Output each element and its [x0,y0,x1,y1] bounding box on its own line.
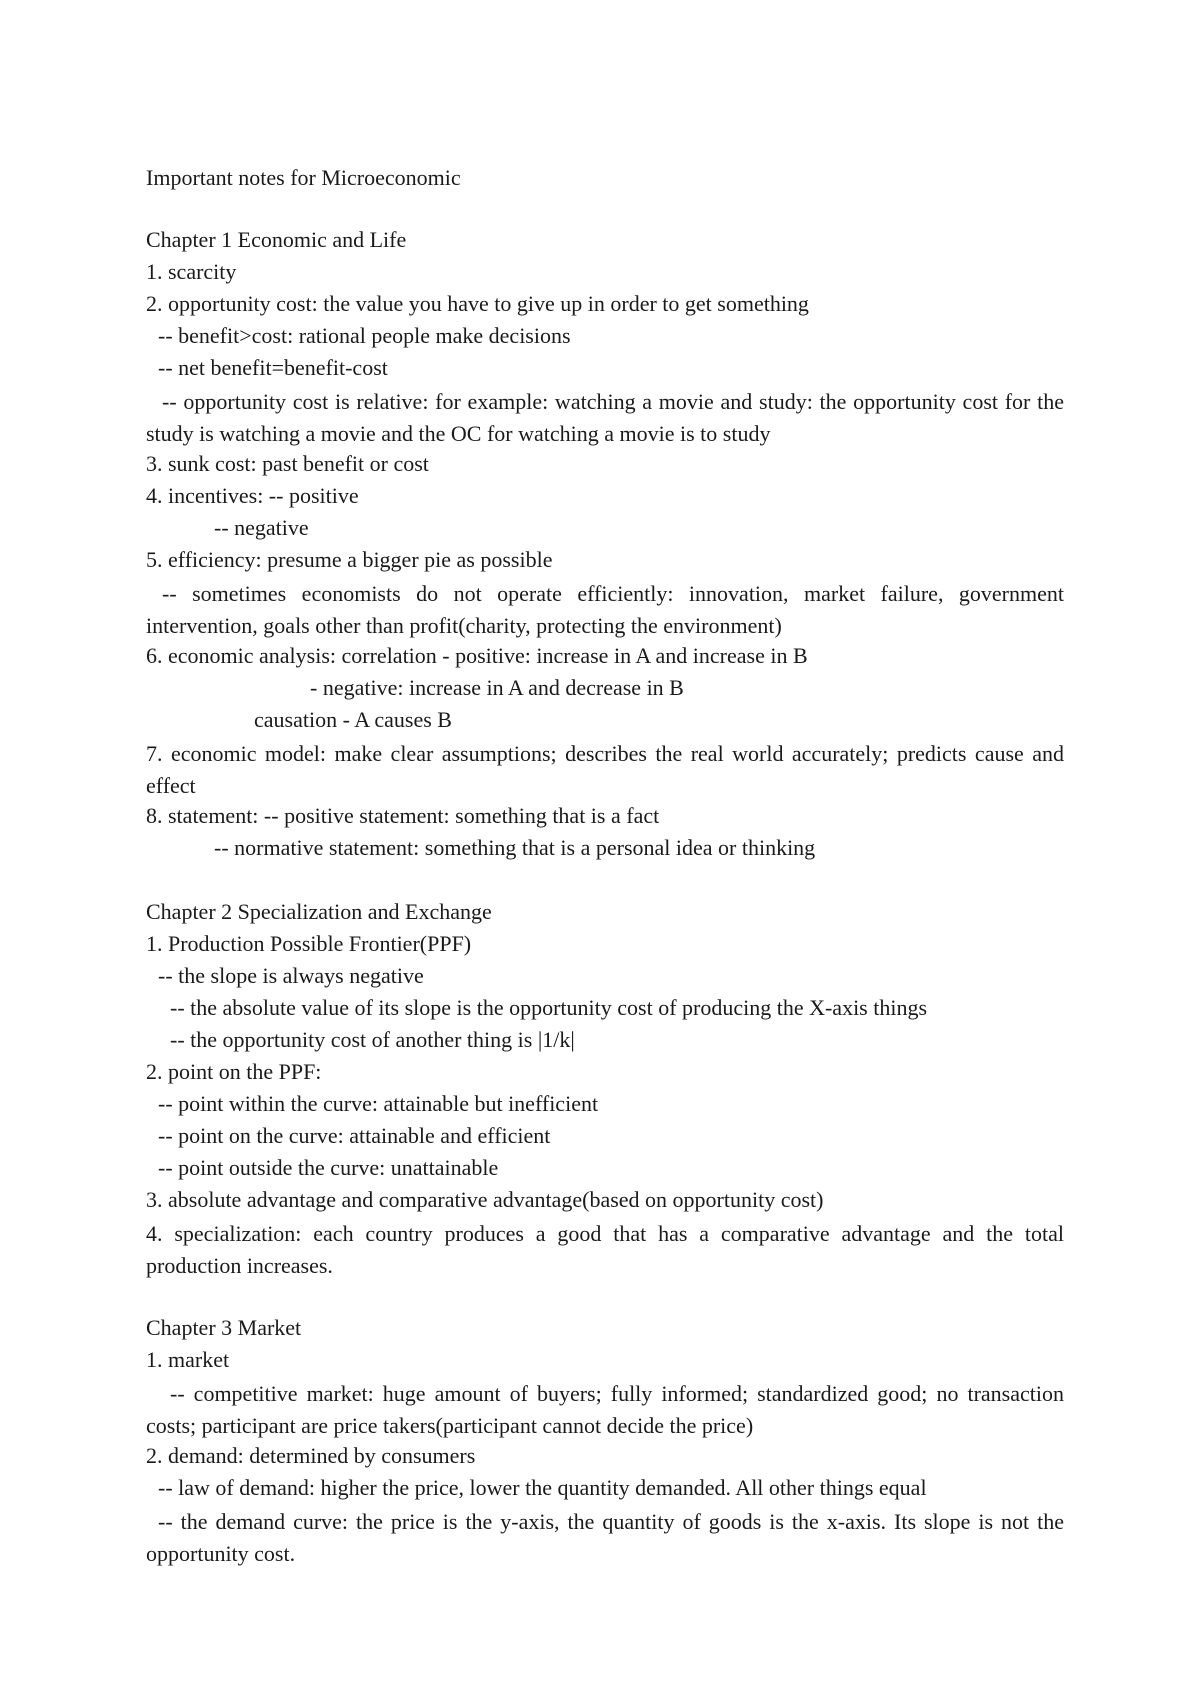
text-line: -- benefit>cost: rational people make decisions [158,323,571,348]
text-line: - negative: increase in A and decrease in B [310,675,684,700]
text-line: 1. Production Possible Frontier(PPF) [146,931,472,956]
text-line: 5. efficiency: presume a bigger pie as possible [146,547,553,572]
text-line: -- point outside the curve: unattainable [158,1155,499,1180]
text-paragraph: -- sometimes economists do not operate efficiently: innovation, market failure, government intervention, goals other than profit(charity, protecting the environment) [146,581,1064,638]
text-line: causation - A causes B [254,707,452,732]
text-line: 3. absolute advantage and comparative advantage(based on opportunity cost) [146,1187,824,1212]
text-paragraph: -- competitive market: huge amount of buyers; fully informed; standardized good; no transaction costs; participant are price takers(participant cannot decide the price) [146,1381,1064,1438]
text-paragraph: -- the demand curve: the price is the y-axis, the quantity of goods is the x-axis. Its slope is not the opportunity cost. [146,1509,1064,1566]
text-line: -- point on the curve: attainable and efficient [158,1123,551,1148]
text-line: 8. statement: -- positive statement: something that is a fact [146,803,660,828]
text-line: 2. point on the PPF: [146,1059,322,1084]
text-line: -- the absolute value of its slope is the opportunity cost of producing the X-axis things [170,995,928,1020]
chapter-1-heading: Chapter 1 Economic and Life [146,227,407,252]
text-line: 1. scarcity [146,259,237,284]
chapter-3-heading: Chapter 3 Market [146,1315,302,1340]
text-line: 2. opportunity cost: the value you have to give up in order to get something [146,291,809,316]
document-title: Important notes for Microeconomic [146,165,461,190]
text-paragraph: 4. specialization: each country produces a good that has a comparative advantage and the total production increases. [146,1221,1064,1278]
text-paragraph: 7. economic model: make clear assumptions; describes the real world accurately; predicts cause and effect [146,741,1064,798]
text-line: -- point within the curve: attainable but inefficient [158,1091,599,1116]
text-line: -- the slope is always negative [158,963,424,988]
text-line: 1. market [146,1347,230,1372]
text-line: 3. sunk cost: past benefit or cost [146,451,429,476]
text-line: 4. incentives: -- positive [146,483,359,508]
text-line: -- normative statement: something that is a personal idea or thinking [214,835,816,860]
text-line: -- net benefit=benefit-cost [158,355,388,380]
text-line: 6. economic analysis: correlation - positive: increase in A and increase in B [146,643,808,668]
text-line: -- law of demand: higher the price, lower the quantity demanded. All other things equal [158,1475,927,1500]
text-line: 2. demand: determined by consumers [146,1443,476,1468]
text-paragraph: -- opportunity cost is relative: for example: watching a movie and study: the opportunity cost for the study is watching a movie and the OC for watching a movie is to study [146,389,1064,446]
chapter-2-heading: Chapter 2 Specialization and Exchange [146,899,492,924]
text-line: -- the opportunity cost of another thing is |1/k| [170,1027,575,1052]
text-line: -- negative [214,515,309,540]
